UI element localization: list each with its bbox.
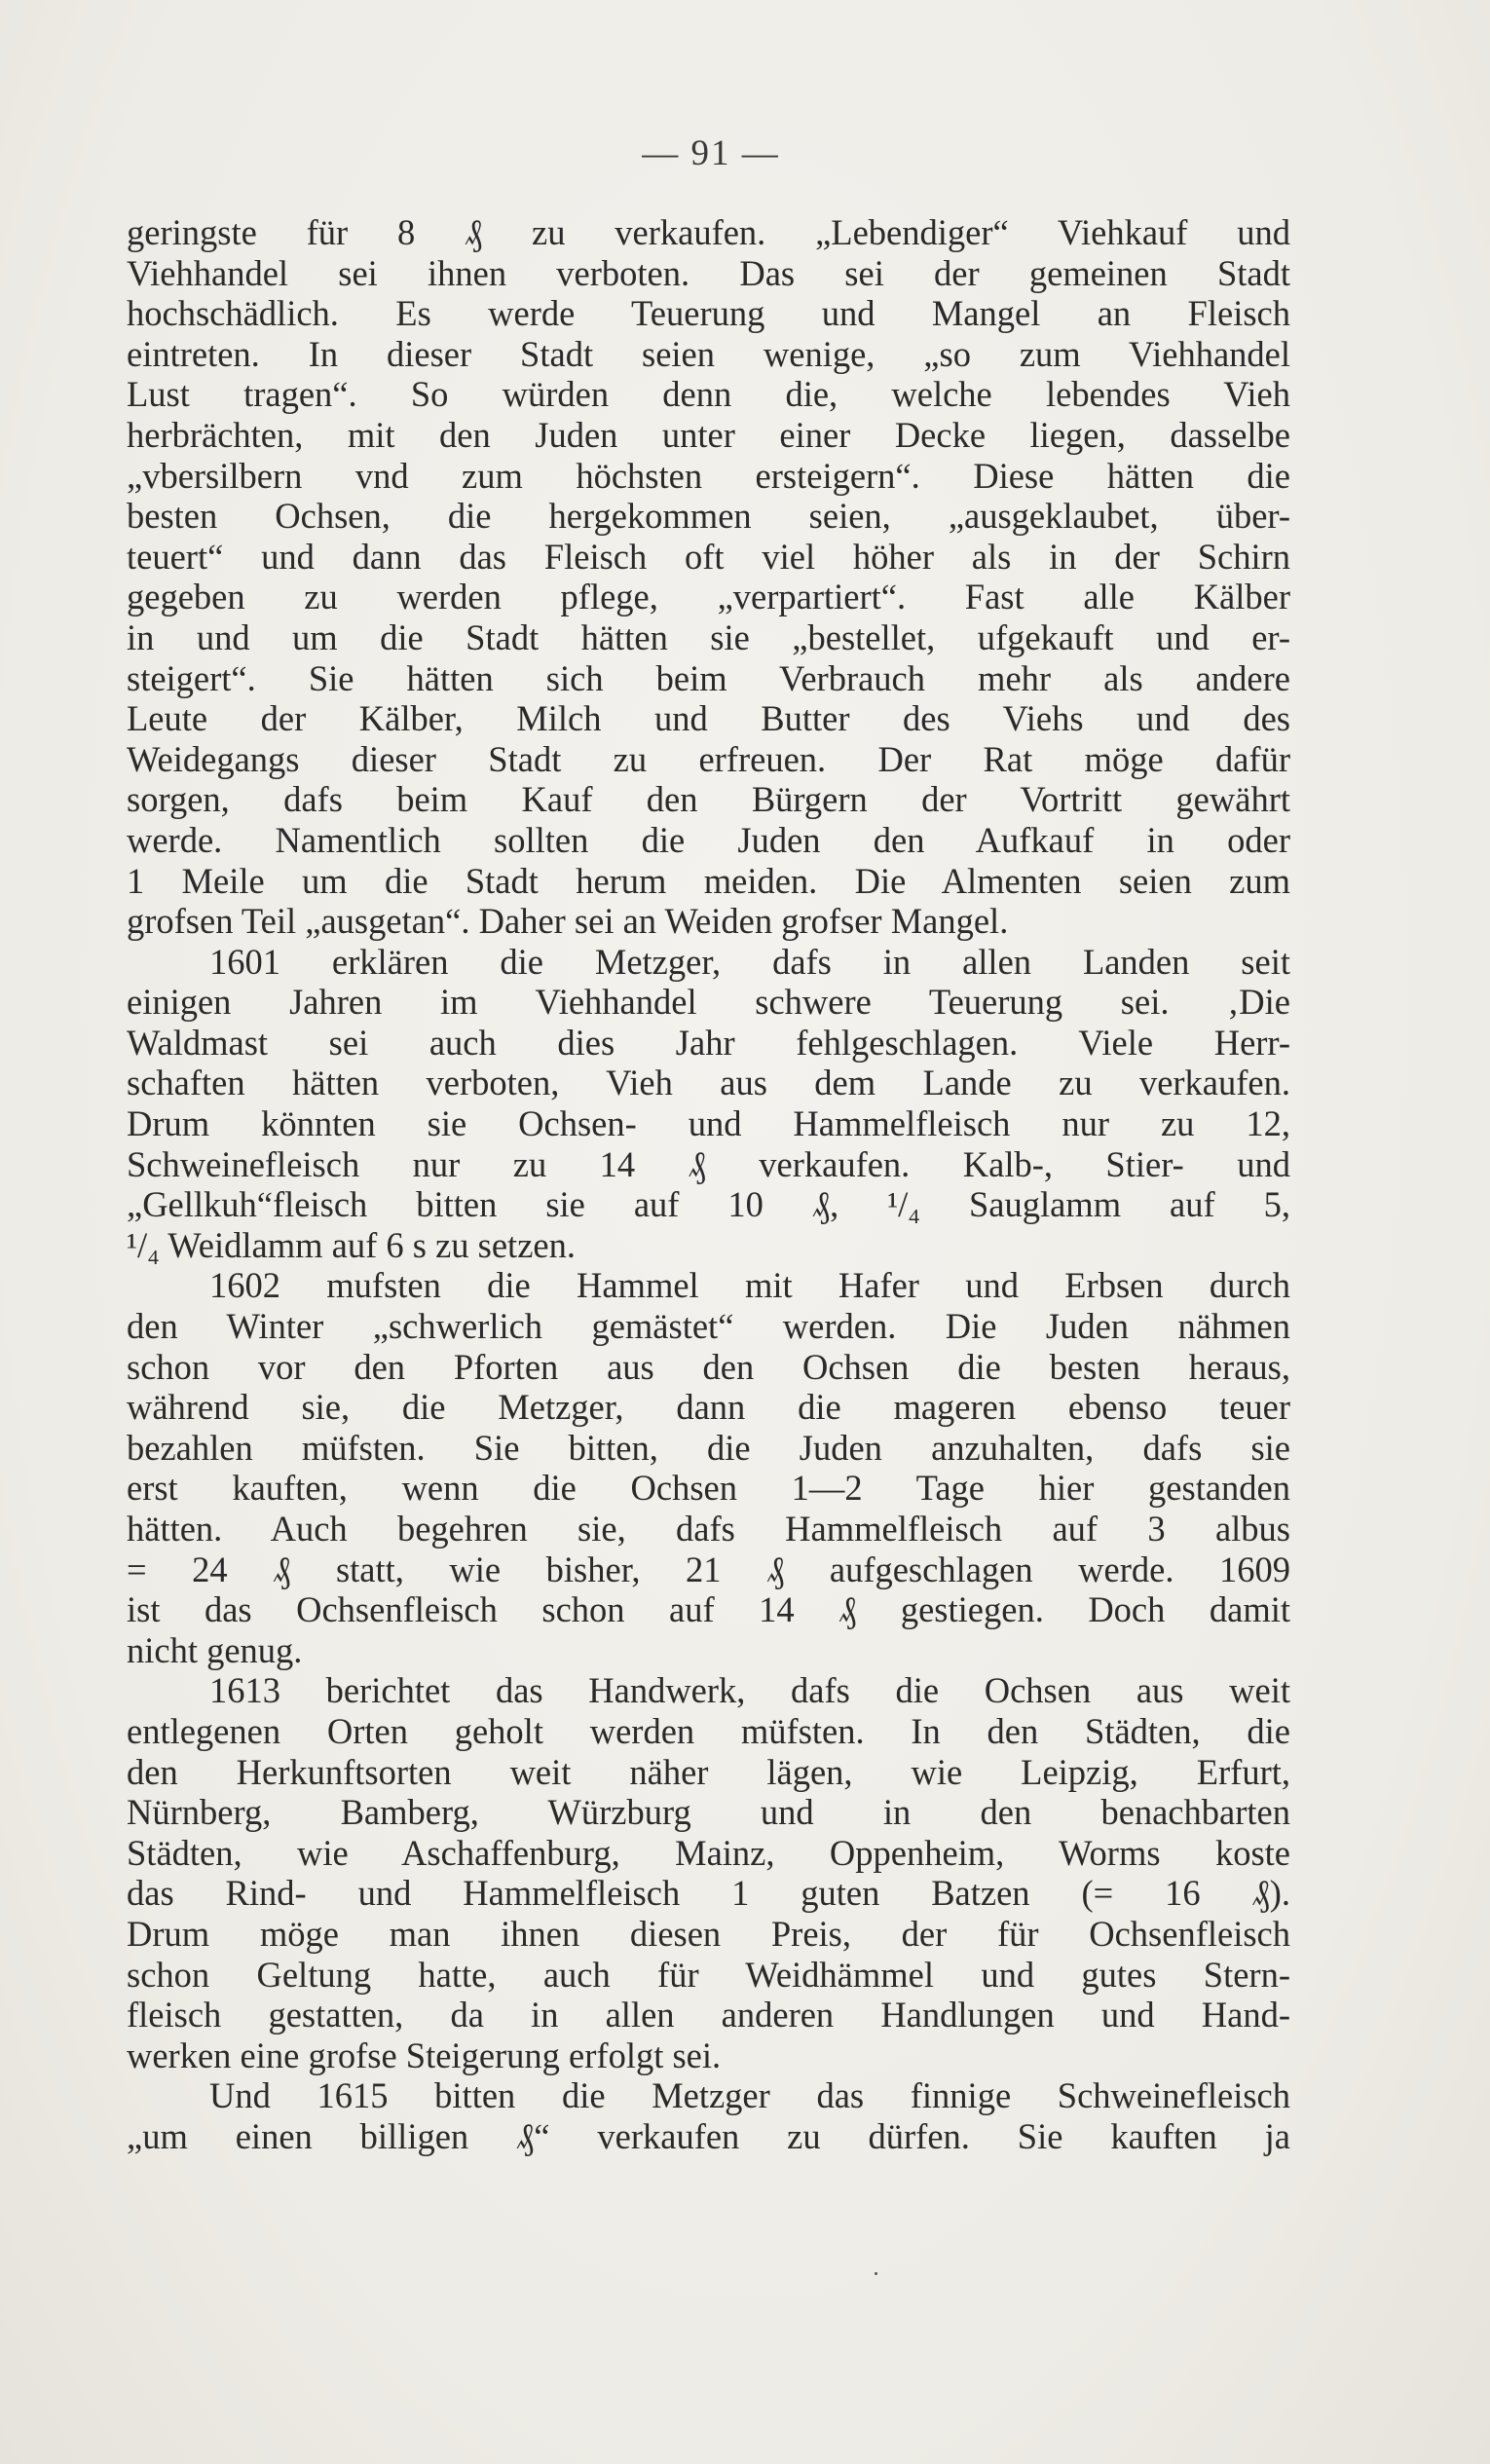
text-line: Und 1615 bitten die Metzger das finnige Schweinefleisch	[209, 2075, 1290, 2116]
text-line: Städten, wie Aschaffenburg, Mainz, Oppenheim, Worms koste	[127, 1832, 1290, 1873]
text-line: grofsen Teil „ausgetan“. Daher sei an Weiden grofser Mangel.	[127, 901, 1009, 942]
text-line: Weidegangs dieser Stadt zu erfreuen. Der Rat möge dafür	[127, 738, 1290, 779]
text-line: sorgen, dafs beim Kauf den Bürgern der Vortritt gewährt	[127, 779, 1290, 820]
text-line: 1602 mufsten die Hammel mit Hafer und Erbsen durch	[209, 1265, 1290, 1306]
text-line: fleisch gestatten, da in allen anderen Handlungen und Hand-	[127, 1995, 1290, 2035]
text-line: schon Geltung hatte, auch für Weidhämmel und gutes Stern-	[127, 1954, 1290, 1995]
text-line: schon vor den Pforten aus den Ochsen die besten heraus,	[127, 1346, 1290, 1387]
text-line: Viehhandel sei ihnen verboten. Das sei der gemeinen Stadt	[127, 252, 1290, 293]
text-line: hätten. Auch begehren sie, dafs Hammelfleisch auf 3 albus	[127, 1509, 1290, 1549]
text-line: nicht genug.	[127, 1629, 303, 1670]
text-line: Leute der Kälber, Milch und Butter des Viehs und des	[127, 698, 1290, 739]
body-text	[127, 212, 1290, 2157]
text-line: den Winter „schwerlich gemästet“ werden. Die Juden nähmen	[127, 1306, 1290, 1347]
text-line: Drum könnten sie Ochsen- und Hammelfleisch nur zu 12,	[127, 1103, 1290, 1144]
text-line: ¹/₄ Weidlamm auf 6 s zu setzen.	[127, 1224, 576, 1265]
text-line: hochschädlich. Es werde Teuerung und Mangel an Fleisch	[127, 293, 1290, 334]
text-line: Schweinefleisch nur zu 14 ₰ verkaufen. Kalb-, Stier- und	[127, 1143, 1290, 1184]
text-line: teuert“ und dann das Fleisch oft viel höher als in der Schirn	[127, 536, 1290, 577]
text-line: in und um die Stadt hätten sie „bestellet, ufgekauft und er-	[127, 616, 1290, 657]
text-line: geringste für 8 ₰ zu verkaufen. „Lebendiger“ Viehkauf und	[127, 212, 1290, 252]
page-number: — 91 —	[642, 133, 780, 173]
text-line: Drum möge man ihnen diesen Preis, der für Ochsenfleisch	[127, 1913, 1290, 1954]
text-line: gegeben zu werden pflege, „verpartiert“. Fast alle Kälber	[127, 577, 1290, 617]
text-line: „um einen billigen ₰“ verkaufen zu dürfen. Sie kauften ja	[127, 2115, 1290, 2156]
text-line: werken eine grofse Steigerung erfolgt sei.	[127, 2035, 722, 2075]
text-line: 1601 erklären die Metzger, dafs in allen Landen seit	[209, 941, 1290, 982]
text-line: erst kauften, wenn die Ochsen 1—2 Tage hier gestanden	[127, 1468, 1290, 1509]
text-line: entlegenen Orten geholt werden müfsten. In den Städten, die	[127, 1710, 1290, 1751]
text-line: Lust tragen“. So würden denn die, welche lebendes Vieh	[127, 374, 1290, 415]
paper-speck	[875, 2272, 877, 2275]
text-line: ist das Ochsenfleisch schon auf 14 ₰ gestiegen. Doch damit	[127, 1589, 1290, 1630]
text-line: Nürnberg, Bamberg, Würzburg und in den benachbarten	[127, 1792, 1290, 1833]
text-line: den Herkunftsorten weit näher lägen, wie Leipzig, Erfurt,	[127, 1751, 1290, 1792]
text-line: 1 Meile um die Stadt herum meiden. Die Almenten seien zum	[127, 860, 1290, 901]
text-line: schaften hätten verboten, Vieh aus dem Lande zu verkaufen.	[127, 1063, 1290, 1103]
text-line: werde. Namentlich sollten die Juden den Aufkauf in oder	[127, 819, 1290, 860]
text-line: bezahlen müfsten. Sie bitten, die Juden anzuhalten, dafs sie	[127, 1427, 1290, 1468]
text-line: „Gellkuh“fleisch bitten sie auf 10 ₰, ¹/₄ Sauglamm auf 5,	[127, 1184, 1290, 1225]
text-line: besten Ochsen, die hergekommen seien, „ausgeklaubet, über-	[127, 496, 1290, 537]
text-line: eintreten. In dieser Stadt seien wenige, „so zum Viehhandel	[127, 333, 1290, 374]
text-line: = 24 ₰ statt, wie bisher, 21 ₰ aufgeschlagen werde. 1609	[127, 1549, 1290, 1589]
text-line: 1613 berichtet das Handwerk, dafs die Ochsen aus weit	[209, 1670, 1290, 1711]
text-line: herbrächten, mit den Juden unter einer Decke liegen, dasselbe	[127, 414, 1290, 455]
text-line: Waldmast sei auch dies Jahr fehlgeschlagen. Viele Herr-	[127, 1022, 1290, 1063]
text-line: während sie, die Metzger, dann die mageren ebenso teuer	[127, 1387, 1290, 1428]
text-line: das Rind- und Hammelfleisch 1 guten Batzen (= 16 ₰).	[127, 1873, 1290, 1914]
text-line: steigert“. Sie hätten sich beim Verbrauch mehr als andere	[127, 657, 1290, 698]
text-line: „vbersilbern vnd zum höchsten ersteigern“. Diese hätten die	[127, 455, 1290, 496]
text-line: einigen Jahren im Viehhandel schwere Teuerung sei. ‚Die	[127, 982, 1290, 1023]
